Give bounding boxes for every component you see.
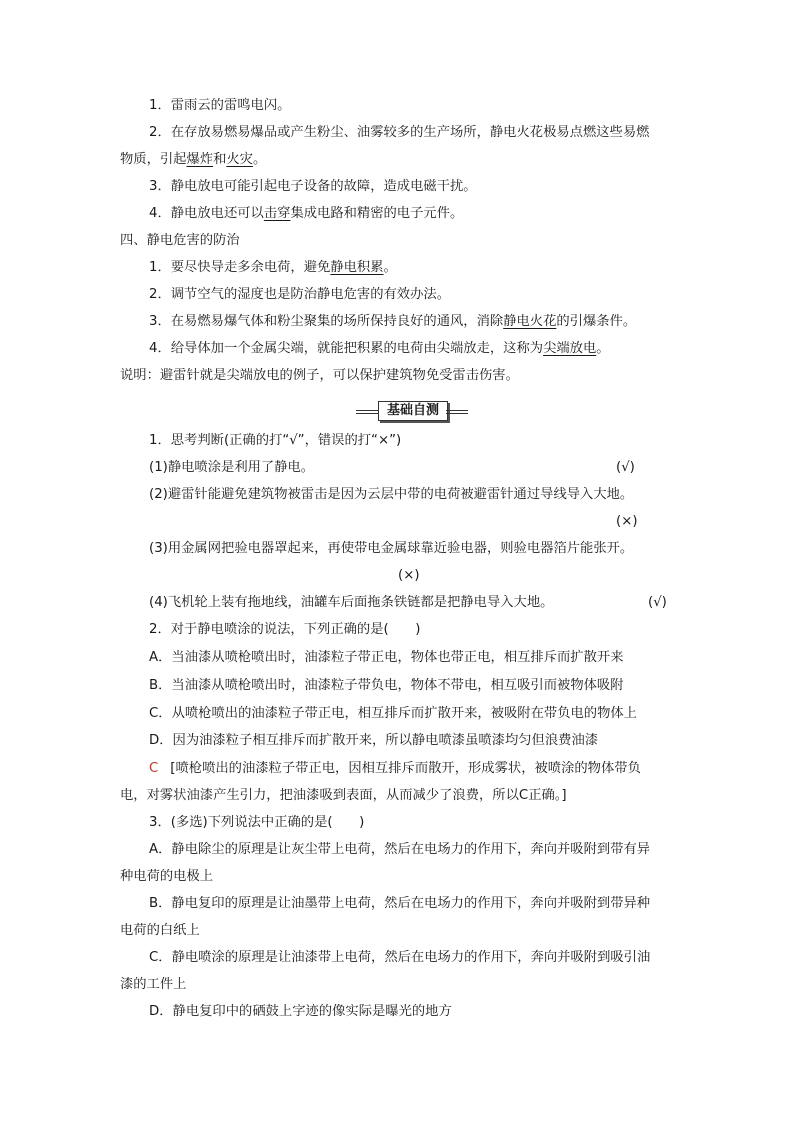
text-span: 。 (252, 152, 267, 167)
question-title: 3．(多选)下列说法中正确的是( ) (149, 815, 365, 830)
judgment-mark: (√) (648, 595, 667, 610)
text-span: 4．给导体加一个金属尖端，就能把积累的电荷由尖端放走，这称为 (149, 341, 544, 356)
list-item (149, 204, 463, 224)
underlined-term: 静电积累 (330, 260, 384, 275)
option-c-cont: 漆的工件上 (120, 977, 187, 992)
banner-title: 基础自测 (378, 401, 448, 421)
list-item: 3．静电放电可能引起电子设备的故障，造成电磁干扰。 (149, 179, 477, 194)
option-b: B．静电复印的原理是让油墨带上电荷，然后在电场力的作用下，奔向并吸附到带异种 (149, 896, 651, 911)
option-d: D．静电复印中的硒鼓上字迹的像实际是曝光的地方 (149, 1004, 452, 1019)
answer-explanation-cont: 电，对雾状油漆产生引力，把油漆吸到表面，从而减少了浪费，所以C正确。] (120, 788, 567, 803)
option-c: C．从喷枪喷出的油漆粒子带正电，相互排斥而扩散开来，被吸附在带负电的物体上 (149, 706, 637, 721)
text-span: 。 (383, 260, 397, 275)
judgment-mark: (√) (616, 460, 635, 475)
underlined-term: 尖端放电 (543, 341, 597, 356)
option-a-cont: 种电荷的电极上 (120, 869, 214, 884)
judgment-mark: (×) (616, 514, 638, 529)
text-span: 物质，引起 (120, 152, 187, 167)
text-span: 的引爆条件。 (556, 314, 637, 329)
list-item: 2．调节空气的湿度也是防治静电危害的有效办法。 (149, 287, 450, 302)
list-item: 2．在存放易燃易爆品或产生粉尘、油雾较多的生产场所，静电火花极易点燃这些易燃 (149, 125, 650, 140)
text-span: 3．在易燃易爆气体和粉尘聚集的场所保持良好的通风，消除 (149, 314, 504, 329)
text-span: 1．要尽快导走多余电荷，避免 (149, 260, 331, 275)
section-heading: 四、静电危害的防治 (120, 233, 240, 248)
list-item (149, 339, 610, 359)
list-item-continuation (120, 150, 266, 170)
text-span: 。 (596, 341, 610, 356)
option-c: C．静电喷涂的原理是让油漆带上电荷，然后在电场力的作用下，奔向并吸附到吸引油 (149, 950, 651, 965)
text-span: 和 (213, 152, 227, 167)
text-span: 4．静电放电还可以 (149, 206, 264, 221)
banner-rule-left (356, 410, 378, 414)
judgment-item: (4)飞机轮上装有拖地线，油罐车后面拖条铁链都是把静电导入大地。 (149, 595, 554, 610)
explanation-text: [喷枪喷出的油漆粒子带正电，因相互排斥而散开，形成雾状，被喷涂的物体带负 (170, 761, 641, 776)
option-b: B．当油漆从喷枪喷出时，油漆粒子带负电，物体不带电，相互吸引而被物体吸附 (149, 678, 624, 693)
underlined-term: 火灾 (226, 152, 253, 167)
judgment-mark: (×) (398, 568, 420, 583)
judgment-item: (3)用金属网把验电器罩起来，再使带电金属球靠近验电器，则验电器箔片能张开。 (149, 541, 634, 556)
note-text: 说明：避雷针就是尖端放电的例子，可以保护建筑物免受雷击伤害。 (120, 368, 519, 383)
list-item (149, 312, 636, 332)
question-title: 1．思考判断(正确的打“√”，错误的打“×”) (149, 433, 402, 448)
question-title: 2．对于静电喷涂的说法，下列正确的是( ) (149, 622, 421, 637)
judgment-item: (1)静电喷涂是利用了静电。 (149, 460, 315, 475)
section-banner (356, 400, 468, 422)
list-item (149, 258, 397, 278)
underlined-term: 击穿 (263, 206, 291, 221)
underlined-term: 静电火花 (503, 314, 557, 329)
option-a: A．静电除尘的原理是让灰尘带上电荷，然后在电场力的作用下，奔向并吸附到带有异 (149, 842, 651, 857)
judgment-item: (2)避雷针能避免建筑物被雷击是因为云层中带的电荷被避雷针通过导线导入大地。 (149, 487, 634, 502)
underlined-term: 爆炸 (186, 152, 214, 167)
answer-explanation (149, 759, 641, 779)
list-item: 1．雷雨云的雷鸣电闪。 (149, 98, 291, 113)
option-a: A．当油漆从喷枪喷出时，油漆粒子带正电，物体也带正电，相互排斥而扩散开来 (149, 650, 624, 665)
option-b-cont: 电荷的白纸上 (120, 923, 200, 938)
answer-letter: C (149, 761, 159, 776)
text-span: 集成电路和精密的电子元件。 (290, 206, 464, 221)
banner-rule-right (446, 410, 468, 414)
option-d: D．因为油漆粒子相互排斥而扩散开来，所以静电喷漆虽喷漆均匀但浪费油漆 (149, 733, 599, 748)
